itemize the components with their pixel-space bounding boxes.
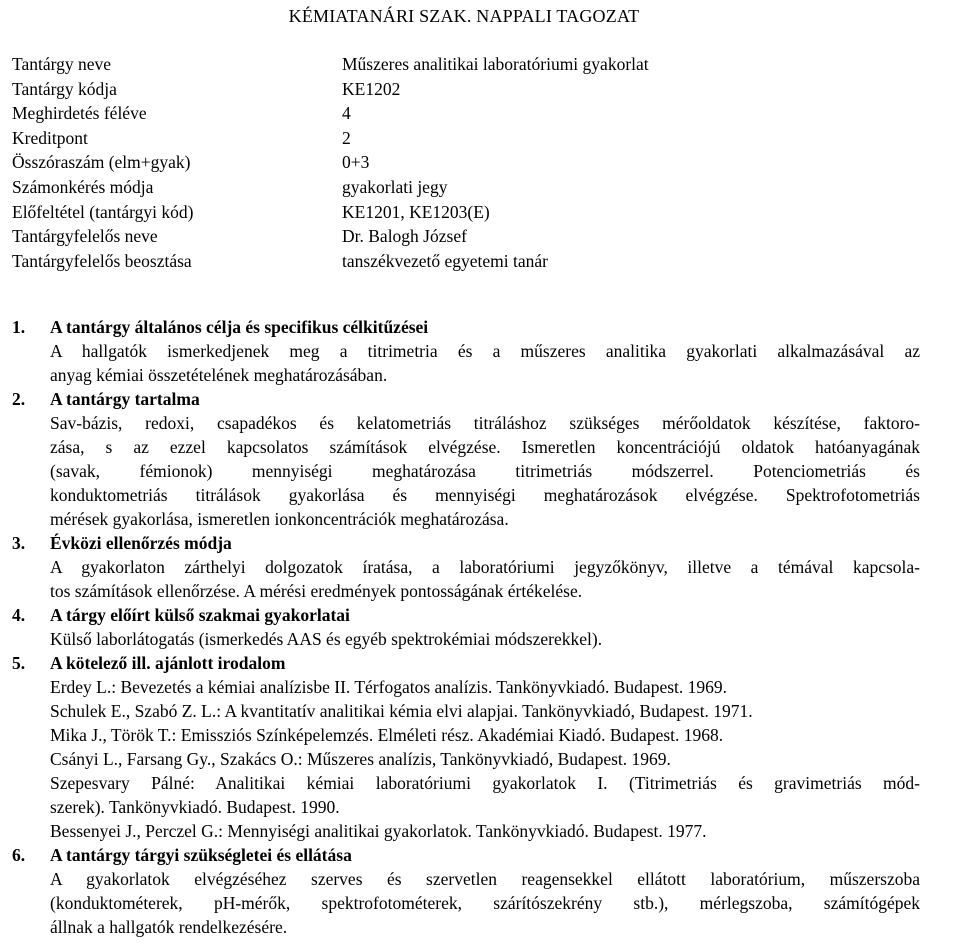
info-value: Műszeres analitikai laboratóriumi gyakorlat — [342, 54, 649, 74]
section-heading — [12, 651, 920, 675]
reference-item: Mika J., Török T.: Emissziós Színképelemzés. Elméleti rész. Akadémiai Kiadó. Budapest. 1968. — [50, 725, 724, 745]
section-requirements — [12, 843, 920, 939]
section-body — [50, 339, 920, 387]
reference-item: Csányi L., Farsang Gy., Szakács O.: Műszeres analízis, Tankönyvkiadó, Budapest. 1969. — [50, 749, 671, 769]
section-title: A tantárgy tartalma — [50, 389, 200, 409]
section-body — [50, 411, 920, 531]
section-heading — [12, 603, 920, 627]
text-line: (konduktométerek, pH-mérők, spektrofotométerek, szárítószekrény stb.), mérlegszoba, számítógépek — [50, 893, 920, 913]
text-line: anyag kémiai összetételének meghatározásában. — [50, 365, 388, 385]
info-label: Számonkérés módja — [12, 176, 154, 197]
text-line: A gyakorlaton zárthelyi dolgozatok íratása, a laboratóriumi jegyzőkönyv, illetve a témával kapcsola- — [50, 557, 920, 577]
section-number: 3. — [12, 533, 26, 553]
section-title: A kötelező ill. ajánlott irodalom — [50, 653, 286, 673]
text-line: állnak a hallgatók rendelkezésére. — [50, 917, 288, 937]
reference-item: Bessenyei J., Perczel G.: Mennyiségi analitikai gyakorlatok. Tankönyvkiadó. Budapest. 1977. — [50, 821, 707, 841]
text-line: A gyakorlatok elvégzéséhez szerves és szervetlen reagensekkel ellátott laboratórium, műszerszoba — [50, 869, 920, 889]
section-body — [50, 555, 920, 603]
section-number: 2. — [12, 389, 26, 409]
info-value: tanszékvezető egyetemi tanár — [342, 250, 549, 271]
text-line: A hallgatók ismerkedjenek meg a titrimetria és a műszeres analitika gyakorlati alkalmazásával az — [50, 341, 920, 361]
section-title: A tantárgy általános célja és specifikus célkitűzései — [50, 317, 429, 337]
section-number: 5. — [12, 653, 26, 673]
section-title: A tantárgy tárgyi szükségletei és ellátása — [50, 845, 352, 865]
page-title: KÉMIATANÁRI SZAK. NAPPALI TAGOZAT — [288, 6, 640, 26]
reference-item: Erdey L.: Bevezetés a kémiai analízisbe II. Térfogatos analízis. Tankönyvkiadó. Budapest. 1969. — [50, 677, 728, 697]
text-line: tos számítások ellenőrzése. A mérési eredmények pontosságának értékelése. — [50, 581, 583, 601]
info-label: Összóraszám (elm+gyak) — [12, 152, 191, 173]
section-title: Évközi ellenőrzés módja — [50, 533, 232, 553]
info-label: Meghirdetés féléve — [12, 103, 147, 124]
section-body — [50, 867, 920, 939]
section-number: 1. — [12, 317, 26, 337]
info-label: Tantárgy kódja — [12, 78, 117, 99]
info-label: Tantárgyfelelős beosztása — [12, 250, 192, 271]
text-line: zása, s az ezzel kapcsolatos számítások elvégzése. Ismeretlen koncentrációjú oldatok hatóanyagának — [50, 437, 920, 457]
reference-item: Szepesvary Pálné: Analitikai kémiai laboratóriumi gyakorlatok I. (Titrimetriás és gravimetriás mód- — [50, 773, 920, 793]
info-value: 2 — [342, 127, 351, 148]
section-heading — [12, 387, 920, 411]
section-title: A tárgy előírt külső szakmai gyakorlatai — [50, 605, 350, 625]
info-value: 0+3 — [342, 152, 370, 173]
section-literature — [12, 651, 920, 843]
info-value: KE1201, KE1203(E) — [342, 201, 490, 222]
section-objectives — [12, 315, 920, 387]
section-number: 4. — [12, 605, 26, 625]
section-assessment — [12, 531, 920, 603]
text-line: (savak, fémionok) mennyiségi meghatározása titrimetriás módszerrel. Potenciometriás és — [50, 461, 920, 481]
section-heading — [12, 531, 920, 555]
section-external-practice — [12, 603, 920, 651]
info-value: KE1202 — [342, 78, 401, 99]
section-body — [50, 627, 920, 651]
info-value: 4 — [342, 103, 351, 124]
info-label: Tantárgyfelelős neve — [12, 226, 158, 247]
reference-item: Schulek E., Szabó Z. L.: A kvantitatív analitikai kémia elvi alapjai. Tankönyvkiadó, Budapest. 1971. — [50, 701, 753, 721]
text-line: konduktometriás titrálások gyakorlása és mennyiségi meghatározások elvégzése. Spektrofotometriás — [50, 485, 920, 505]
reference-item: szerek). Tankönyvkiadó. Budapest. 1990. — [50, 797, 340, 817]
course-sections — [12, 315, 920, 939]
info-value: Dr. Balogh József — [342, 226, 467, 247]
info-label: Kreditpont — [12, 127, 88, 148]
section-heading — [12, 843, 920, 867]
text-line: mérések gyakorlása, ismeretlen ionkoncentrációk meghatározása. — [50, 509, 509, 529]
reference-list — [50, 675, 920, 843]
section-heading — [12, 315, 920, 339]
text-line: Külső laborlátogatás (ismerkedés AAS és egyéb spektrokémiai módszerekkel). — [50, 629, 603, 649]
text-line: Sav-bázis, redoxi, csapadékos és kelatometriás titráláshoz szükséges mérőoldatok készítése, faktoro- — [50, 413, 920, 433]
info-label: Előfeltétel (tantárgyi kód) — [12, 201, 194, 222]
section-content — [12, 387, 920, 531]
info-label: Tantárgy neve — [12, 54, 112, 74]
section-number: 6. — [12, 845, 26, 865]
info-value: gyakorlati jegy — [342, 176, 448, 197]
